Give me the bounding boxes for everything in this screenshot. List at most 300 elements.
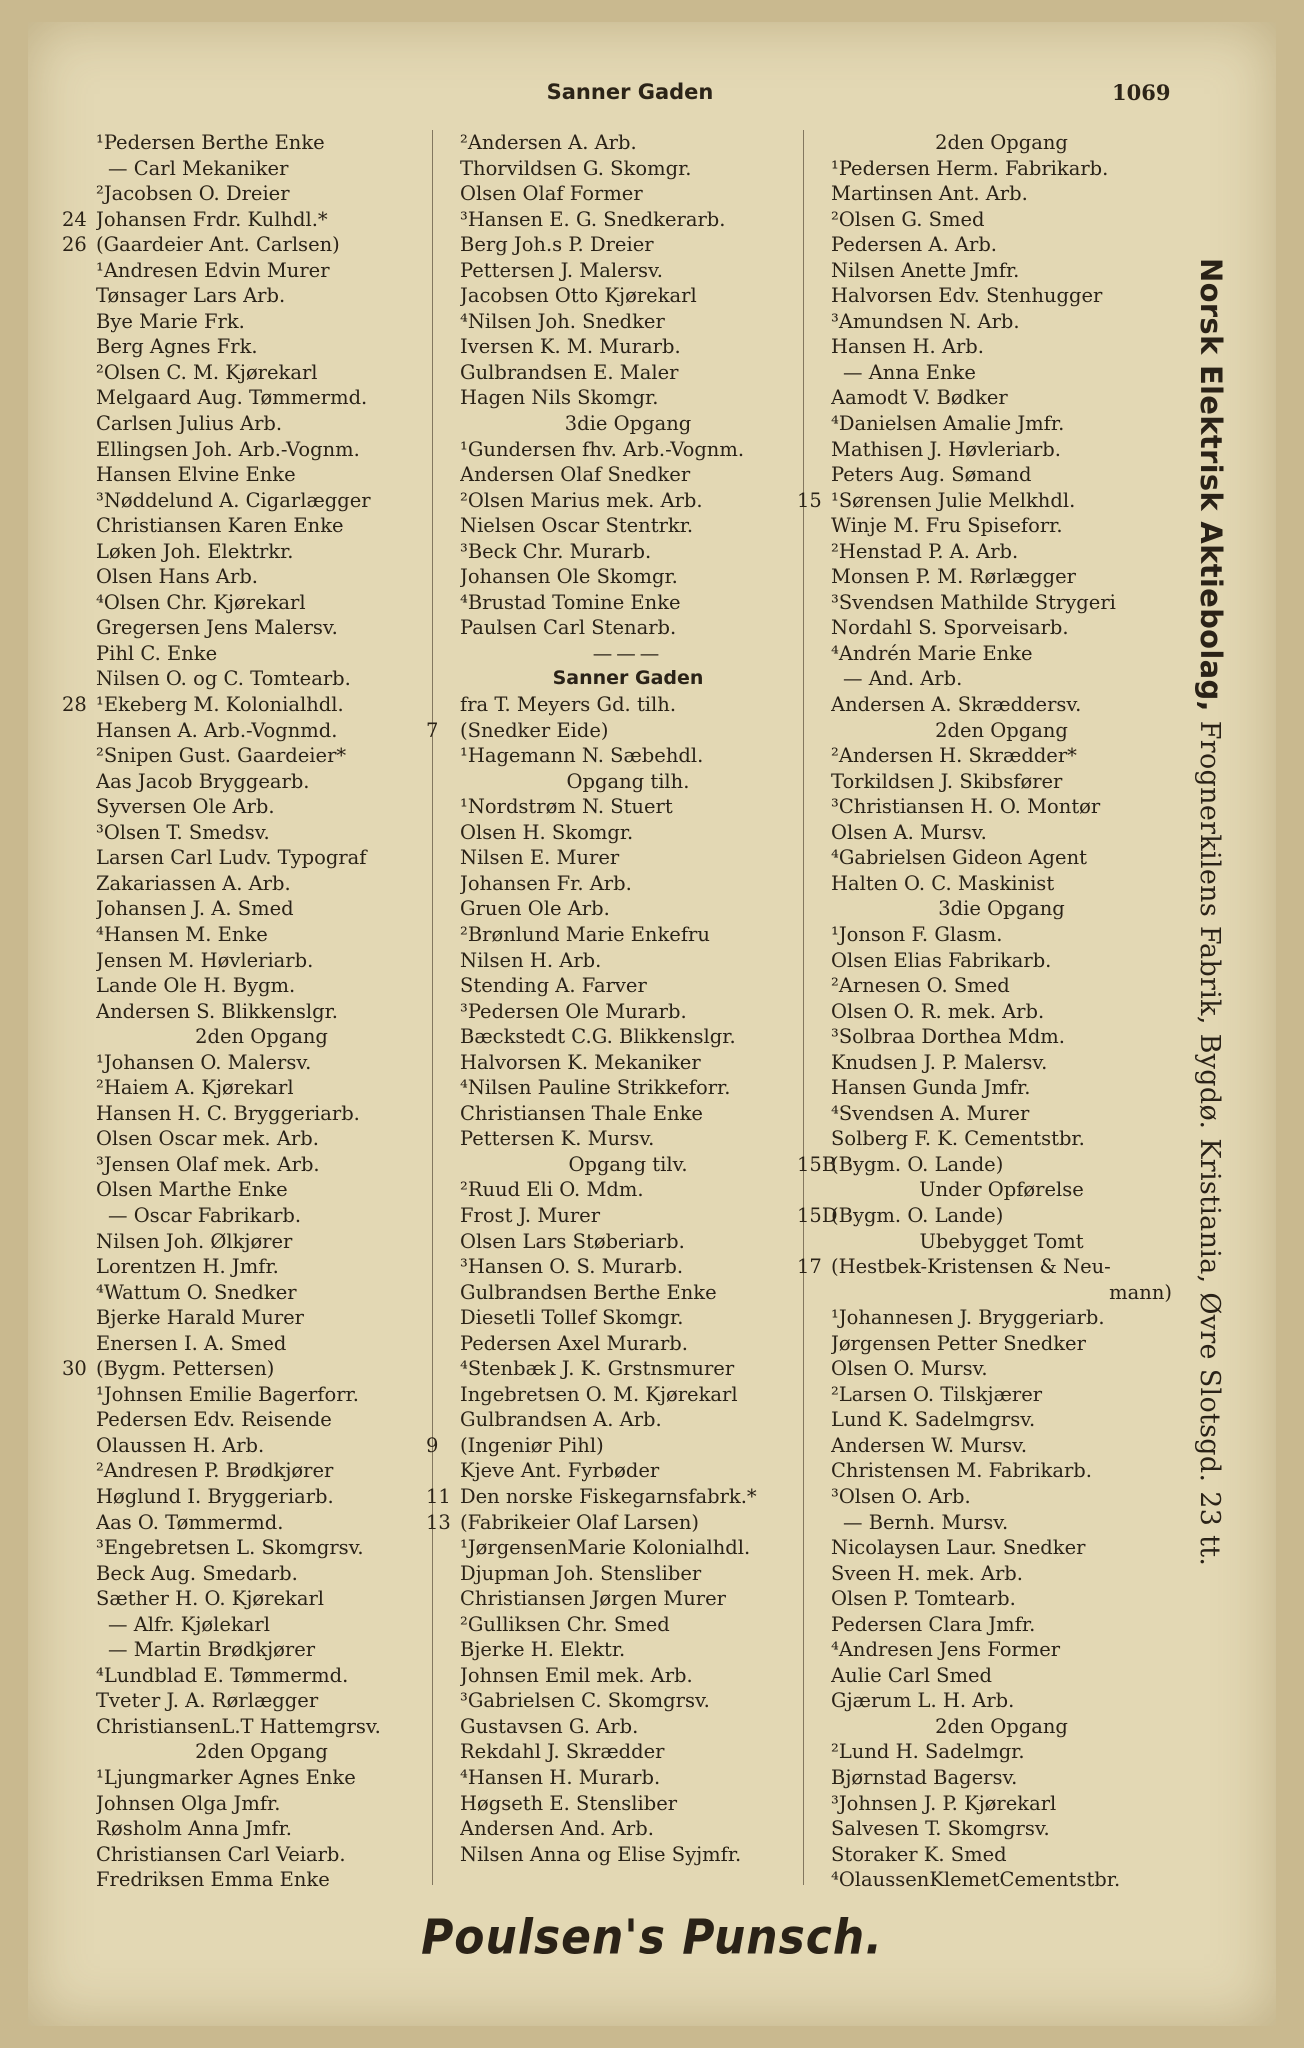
house-number: 17 (797, 1255, 822, 1279)
house-number (426, 1101, 460, 1127)
house-number (797, 283, 831, 309)
resident-entry: Enersen I. A. Smed (96, 1331, 287, 1355)
resident-entry: ³Johnsen J. P. Kjørekarl (831, 1791, 1057, 1815)
house-number (62, 1050, 96, 1076)
house-number (797, 1510, 831, 1536)
resident-entry: Monsen P. M. Rørlægger (831, 565, 1076, 589)
resident-entry: ³Christiansen H. O. Montør (831, 795, 1101, 819)
directory-entry (62, 1280, 427, 1306)
directory-entry (62, 411, 427, 437)
house-number (62, 411, 96, 437)
house-number: 15B (797, 1152, 837, 1176)
house-number (62, 820, 96, 846)
house-number (797, 232, 831, 258)
house-number (62, 1152, 96, 1178)
directory-entry (426, 1126, 796, 1152)
directory-entry (62, 385, 427, 411)
directory-entry (426, 539, 796, 565)
resident-entry: ⁴Stenbæk J. K. Grstnsmurer (460, 1357, 735, 1381)
house-number (62, 1714, 96, 1740)
house-number (426, 513, 460, 539)
directory-entry (797, 896, 1172, 922)
resident-entry: ¹Pedersen Herm. Fabrikarb. (831, 156, 1109, 180)
directory-entry (426, 769, 796, 795)
house-number (426, 1203, 460, 1229)
directory-entry (797, 360, 1172, 386)
house-number: 30 (62, 1357, 87, 1381)
directory-entry (797, 1458, 1172, 1484)
resident-entry: Lande Ole H. Bygm. (96, 974, 296, 998)
directory-entry (426, 437, 796, 463)
resident-entry: 2den Opgang (195, 1025, 328, 1049)
resident-entry: Kjeve Ant. Fyrbøder (460, 1459, 660, 1483)
directory-entry (797, 1535, 1172, 1561)
directory-entry (62, 692, 427, 718)
resident-entry: ³Amundsen N. Arb. (831, 309, 1020, 333)
house-number (426, 1816, 460, 1842)
directory-entry (426, 1024, 796, 1050)
directory-entry (426, 1739, 796, 1765)
resident-entry: ²Jacobsen O. Dreier (96, 182, 290, 206)
resident-entry: Christensen M. Fabrikarb. (831, 1459, 1092, 1483)
resident-entry: ²Ruud Eli O. Mdm. (460, 1178, 644, 1202)
house-number (426, 232, 460, 258)
house-number (62, 1637, 96, 1663)
directory-entry (62, 156, 427, 182)
resident-entry: Bjerke H. Elektr. (460, 1638, 626, 1662)
directory-entry (797, 130, 1172, 156)
house-number (797, 641, 831, 667)
directory-entry (797, 1433, 1172, 1459)
directory-entry (62, 232, 427, 258)
resident-entry: ³Solbraa Dorthea Mdm. (831, 1025, 1065, 1049)
side-ad-company: Norsk Elektrisk Aktiebolag, (1194, 258, 1228, 712)
house-number (62, 1126, 96, 1152)
directory-entry (62, 1637, 427, 1663)
house-number (426, 462, 460, 488)
house-number (797, 1075, 831, 1101)
house-number: 28 (62, 693, 87, 717)
resident-entry: ³Beck Chr. Murarb. (460, 539, 652, 563)
directory-entry (426, 590, 796, 616)
house-number (426, 334, 460, 360)
directory-entry (797, 1407, 1172, 1433)
directory-entry (797, 181, 1172, 207)
house-number (62, 1535, 96, 1561)
resident-entry: Jensen M. Høvleriarb. (96, 948, 314, 972)
house-number (62, 1484, 96, 1510)
house-number (62, 896, 96, 922)
resident-entry: Aamodt V. Bødker (831, 386, 1008, 410)
resident-entry: ¹Johnsen Emilie Bagerforr. (96, 1382, 359, 1406)
house-number (797, 539, 831, 565)
house-number (426, 1075, 460, 1101)
house-number (797, 258, 831, 284)
resident-entry: Johansen Fr. Arb. (460, 871, 632, 895)
house-number (797, 999, 831, 1025)
resident-entry: — Anna Enke (843, 360, 976, 384)
resident-entry: — And. Arb. (843, 667, 963, 691)
house-number (426, 871, 460, 897)
resident-entry: Berg Agnes Frk. (96, 335, 258, 359)
house-number (797, 1714, 831, 1740)
house-number (426, 615, 460, 641)
house-number (62, 1612, 96, 1638)
directory-entry (797, 1842, 1172, 1868)
resident-entry: Olsen A. Mursv. (831, 820, 987, 844)
directory-entry (797, 820, 1172, 846)
resident-entry: Nilsen Anette Jmfr. (831, 258, 1020, 282)
resident-entry: ³Jensen Olaf mek. Arb. (96, 1152, 320, 1176)
house-number (797, 1305, 831, 1331)
resident-entry: Christiansen Thale Enke (460, 1101, 703, 1125)
resident-entry: (Gaardeier Ant. Carlsen) (96, 233, 340, 257)
house-number (426, 948, 460, 974)
house-number (62, 1688, 96, 1714)
house-number (426, 1126, 460, 1152)
directory-entry (62, 1586, 427, 1612)
resident-entry: ³Hansen E. G. Snedkerarb. (460, 207, 726, 231)
directory-entry (62, 1535, 427, 1561)
house-number (62, 1842, 96, 1868)
house-number (426, 437, 460, 463)
side-advertisement (1194, 258, 1228, 1566)
resident-entry: Ubebygget Tomt (919, 1229, 1084, 1253)
house-number (426, 1765, 460, 1791)
house-number (797, 1816, 831, 1842)
house-number (797, 922, 831, 948)
resident-entry: ¹Johansen O. Malersv. (96, 1050, 312, 1074)
directory-entry (426, 718, 796, 744)
directory-entry (797, 871, 1172, 897)
resident-entry: Andersen Olaf Snedker (460, 463, 691, 487)
house-number (62, 973, 96, 999)
resident-entry: Nilsen O. og C. Tomtearb. (96, 667, 351, 691)
house-number (426, 820, 460, 846)
directory-entry (797, 488, 1172, 514)
house-number (797, 309, 831, 335)
resident-entry: Olsen H. Skomgr. (460, 820, 634, 844)
resident-entry: Jacobsen Otto Kjørekarl (460, 284, 697, 308)
house-number (62, 156, 96, 182)
resident-entry: Syversen Ole Arb. (96, 795, 275, 819)
resident-entry: (Bygm. O. Lande) (831, 1152, 1004, 1176)
directory-entry (426, 334, 796, 360)
resident-entry: ¹Johannesen J. Bryggeriarb. (831, 1306, 1105, 1330)
resident-entry: ChristiansenL.T Hattemgrsv. (96, 1714, 381, 1738)
resident-entry: Winje M. Fru Spiseforr. (831, 514, 1063, 538)
resident-entry: ²Lund H. Sadelmgr. (831, 1740, 1025, 1764)
house-number: 13 (426, 1510, 451, 1534)
resident-entry: Andersen A. Skræddersv. (831, 693, 1082, 717)
directory-entry (62, 1458, 427, 1484)
directory-column-1 (62, 130, 427, 1890)
resident-entry: Johansen Ole Skomgr. (460, 565, 678, 589)
house-number (426, 1280, 460, 1306)
directory-entry (62, 488, 427, 514)
house-number (426, 1407, 460, 1433)
house-number (426, 130, 460, 156)
house-number (62, 590, 96, 616)
resident-entry: Ingebretsen O. M. Kjørekarl (460, 1382, 738, 1406)
house-number (797, 845, 831, 871)
house-number (797, 1331, 831, 1357)
house-number (426, 1382, 460, 1408)
resident-entry: (Bygm. Pettersen) (96, 1357, 275, 1381)
directory-entry (426, 1842, 796, 1868)
resident-entry: Johnsen Olga Jmfr. (96, 1791, 281, 1815)
house-number: 15D (797, 1203, 838, 1227)
house-number (426, 1586, 460, 1612)
resident-entry: 2den Opgang (935, 1714, 1068, 1738)
house-number (797, 1101, 831, 1127)
directory-entry (797, 641, 1172, 667)
house-number (797, 411, 831, 437)
house-number (797, 334, 831, 360)
resident-entry: Jørgensen Petter Snedker (831, 1331, 1086, 1355)
resident-entry: Tveter J. A. Rørlægger (96, 1689, 319, 1713)
resident-entry: Gulbrandsen A. Arb. (460, 1408, 662, 1432)
resident-entry: ³Gabrielsen C. Skomgrsv. (460, 1689, 710, 1713)
resident-entry: ⁴Gabrielsen Gideon Agent (831, 846, 1087, 870)
resident-entry: Paulsen Carl Stenarb. (460, 616, 677, 640)
house-number (426, 411, 460, 437)
directory-entry (62, 615, 427, 641)
directory-entry (426, 1612, 796, 1638)
directory-entry (797, 1152, 1172, 1178)
house-number (62, 309, 96, 335)
house-number (797, 1586, 831, 1612)
resident-entry: (Fabrikeier Olaf Larsen) (460, 1510, 700, 1534)
house-number (426, 922, 460, 948)
resident-entry: ³Hansen O. S. Murarb. (460, 1255, 684, 1279)
house-number (426, 769, 460, 795)
directory-entry (797, 513, 1172, 539)
house-number (62, 1075, 96, 1101)
directory-entry (62, 1331, 427, 1357)
resident-entry: Thorvildsen G. Skomgr. (460, 156, 692, 180)
directory-entry (797, 1688, 1172, 1714)
house-number (62, 743, 96, 769)
directory-entry (426, 564, 796, 590)
resident-entry: Pedersen Edv. Reisende (96, 1408, 332, 1432)
house-number (62, 666, 96, 692)
resident-entry: ⁴Andrén Marie Enke (831, 641, 1033, 665)
directory-entry (426, 232, 796, 258)
directory-entry (797, 1791, 1172, 1817)
directory-entry (62, 283, 427, 309)
resident-entry: ³Nøddelund A. Cigarlægger (96, 488, 371, 512)
house-number (62, 1739, 96, 1765)
house-number (797, 1612, 831, 1638)
resident-entry: Frost J. Murer (460, 1203, 601, 1227)
resident-entry: ²Andresen P. Brødkjører (96, 1459, 334, 1483)
house-number (797, 1280, 831, 1306)
resident-entry: Olsen O. R. mek. Arb. (831, 999, 1045, 1023)
directory-entry (62, 1075, 427, 1101)
directory-entry (62, 1382, 427, 1408)
directory-entry (62, 437, 427, 463)
house-number (62, 564, 96, 590)
directory-entry (62, 718, 427, 744)
resident-entry: ²Brønlund Marie Enkefru (460, 922, 710, 946)
house-number (62, 1510, 96, 1536)
resident-entry: ⁴Lundblad E. Tømmermd. (96, 1663, 349, 1687)
house-number (426, 1663, 460, 1689)
house-number (62, 1407, 96, 1433)
directory-entry (426, 871, 796, 897)
resident-entry: Opgang tilh. (566, 769, 690, 793)
directory-entry (62, 1050, 427, 1076)
directory-entry (62, 871, 427, 897)
directory-entry (426, 1714, 796, 1740)
resident-entry: Olsen P. Tomtearb. (831, 1587, 1016, 1611)
directory-entry (426, 743, 796, 769)
resident-entry: 3die Opgang (938, 897, 1065, 921)
house-number (62, 1816, 96, 1842)
directory-entry (62, 1561, 427, 1587)
house-number (426, 360, 460, 386)
house-number (797, 1791, 831, 1817)
directory-entry (62, 1688, 427, 1714)
house-number (62, 615, 96, 641)
house-number (426, 1331, 460, 1357)
directory-entry (797, 437, 1172, 463)
resident-entry: Høglund I. Bryggeriarb. (96, 1484, 334, 1508)
resident-entry: Sanner Gaden (552, 667, 704, 690)
resident-entry: ¹JørgensenMarie Kolonialhdl. (460, 1536, 751, 1560)
resident-entry: Fredriksen Emma Enke (96, 1868, 330, 1892)
directory-entry (797, 973, 1172, 999)
directory-entry (426, 1816, 796, 1842)
resident-entry: Hansen H. C. Bryggeriarb. (96, 1101, 360, 1125)
resident-entry: Opgang tilv. (568, 1152, 688, 1176)
house-number (62, 1867, 96, 1893)
house-number (426, 999, 460, 1025)
directory-entry (426, 999, 796, 1025)
directory-entry (426, 845, 796, 871)
resident-entry: Olsen Marthe Enke (96, 1178, 288, 1202)
resident-entry: ¹Gundersen fhv. Arb.-Vognm. (460, 437, 745, 461)
directory-entry (426, 1458, 796, 1484)
house-number (62, 999, 96, 1025)
house-number (797, 1458, 831, 1484)
resident-entry: Nilsen H. Arb. (460, 948, 602, 972)
directory-entry (426, 1791, 796, 1817)
directory-entry (62, 1305, 427, 1331)
resident-entry: ⁴OlaussenKlemetCementstbr. (831, 1868, 1121, 1892)
resident-entry: Johansen Frdr. Kulhdl.* (96, 207, 328, 231)
directory-entry (797, 1254, 1172, 1280)
directory-entry (426, 794, 796, 820)
directory-entry (426, 1254, 796, 1280)
resident-entry: — Carl Mekaniker (108, 156, 289, 180)
directory-entry (426, 411, 796, 437)
directory-entry (797, 258, 1172, 284)
resident-entry: Carlsen Julius Arb. (96, 412, 283, 436)
page-number: 1069 (1112, 80, 1171, 105)
resident-entry: Olsen Lars Støberiarb. (460, 1229, 685, 1253)
directory-entry (797, 1663, 1172, 1689)
house-number (426, 1229, 460, 1255)
footer-advertisement: Poulsen's Punsch. (421, 1909, 883, 1966)
resident-entry: ⁴Hansen H. Murarb. (460, 1766, 661, 1789)
directory-entry (62, 820, 427, 846)
directory-entry (426, 309, 796, 335)
resident-entry: (Snedker Eide) (460, 718, 609, 742)
house-number (62, 1458, 96, 1484)
resident-entry: Olsen Hans Arb. (96, 565, 259, 589)
resident-entry: Rekdahl J. Skrædder (460, 1740, 665, 1764)
resident-entry: Nilsen Anna og Elise Syjmfr. (460, 1842, 742, 1866)
directory-entry (62, 1407, 427, 1433)
house-number (62, 1203, 96, 1229)
house-number (797, 896, 831, 922)
directory-entry (62, 564, 427, 590)
house-number (62, 769, 96, 795)
resident-entry: Olsen Olaf Former (460, 182, 643, 206)
house-number (426, 1535, 460, 1561)
house-number (426, 896, 460, 922)
resident-entry: ²Andersen H. Skrædder* (831, 744, 1077, 768)
resident-entry: Melgaard Aug. Tømmermd. (96, 386, 368, 410)
house-number (797, 360, 831, 386)
resident-entry: Beck Aug. Smedarb. (96, 1561, 298, 1585)
resident-entry: 3die Opgang (564, 412, 692, 436)
house-number (797, 462, 831, 488)
directory-entry (797, 1203, 1172, 1229)
directory-entry (62, 130, 427, 156)
directory-entry (797, 385, 1172, 411)
directory-entry (797, 1561, 1172, 1587)
house-number: 26 (62, 233, 87, 257)
directory-entry (797, 411, 1172, 437)
directory-entry (797, 1867, 1172, 1893)
house-number (797, 1484, 831, 1510)
house-number (797, 1356, 831, 1382)
resident-entry: Andersen S. Blikkenslgr. (96, 999, 338, 1023)
resident-entry: Gulbrandsen Berthe Enke (460, 1280, 717, 1304)
house-number (426, 564, 460, 590)
directory-entry (62, 1842, 427, 1868)
resident-entry: ³Engebretsen L. Skomgrsv. (96, 1536, 364, 1560)
directory-entry (62, 666, 427, 692)
directory-entry (797, 999, 1172, 1025)
resident-entry: Bye Marie Frk. (96, 309, 245, 333)
resident-entry: ²Larsen O. Tilskjærer (831, 1382, 1043, 1406)
resident-entry: fra T. Meyers Gd. tilh. (460, 693, 677, 717)
house-number (426, 1739, 460, 1765)
directory-entry (426, 258, 796, 284)
resident-entry: Djupman Joh. Stensliber (460, 1561, 702, 1585)
directory-entry (426, 973, 796, 999)
directory-entry (426, 692, 796, 718)
house-number (797, 1739, 831, 1765)
directory-entry (426, 948, 796, 974)
directory-entry (797, 922, 1172, 948)
side-ad-address: Frognerkilens Fabrik, Bygdø. Kristiania, Øvre Slotsgd. 23 tt. (1194, 720, 1225, 1567)
directory-entry (62, 1612, 427, 1638)
house-number (797, 385, 831, 411)
house-number (426, 1356, 460, 1382)
resident-entry: Zakariassen A. Arb. (96, 871, 291, 895)
resident-entry: Gjærum L. H. Arb. (831, 1689, 1015, 1713)
house-number (62, 488, 96, 514)
house-number (426, 973, 460, 999)
house-number (62, 1663, 96, 1689)
house-number (426, 156, 460, 182)
directory-entry (426, 1152, 796, 1178)
